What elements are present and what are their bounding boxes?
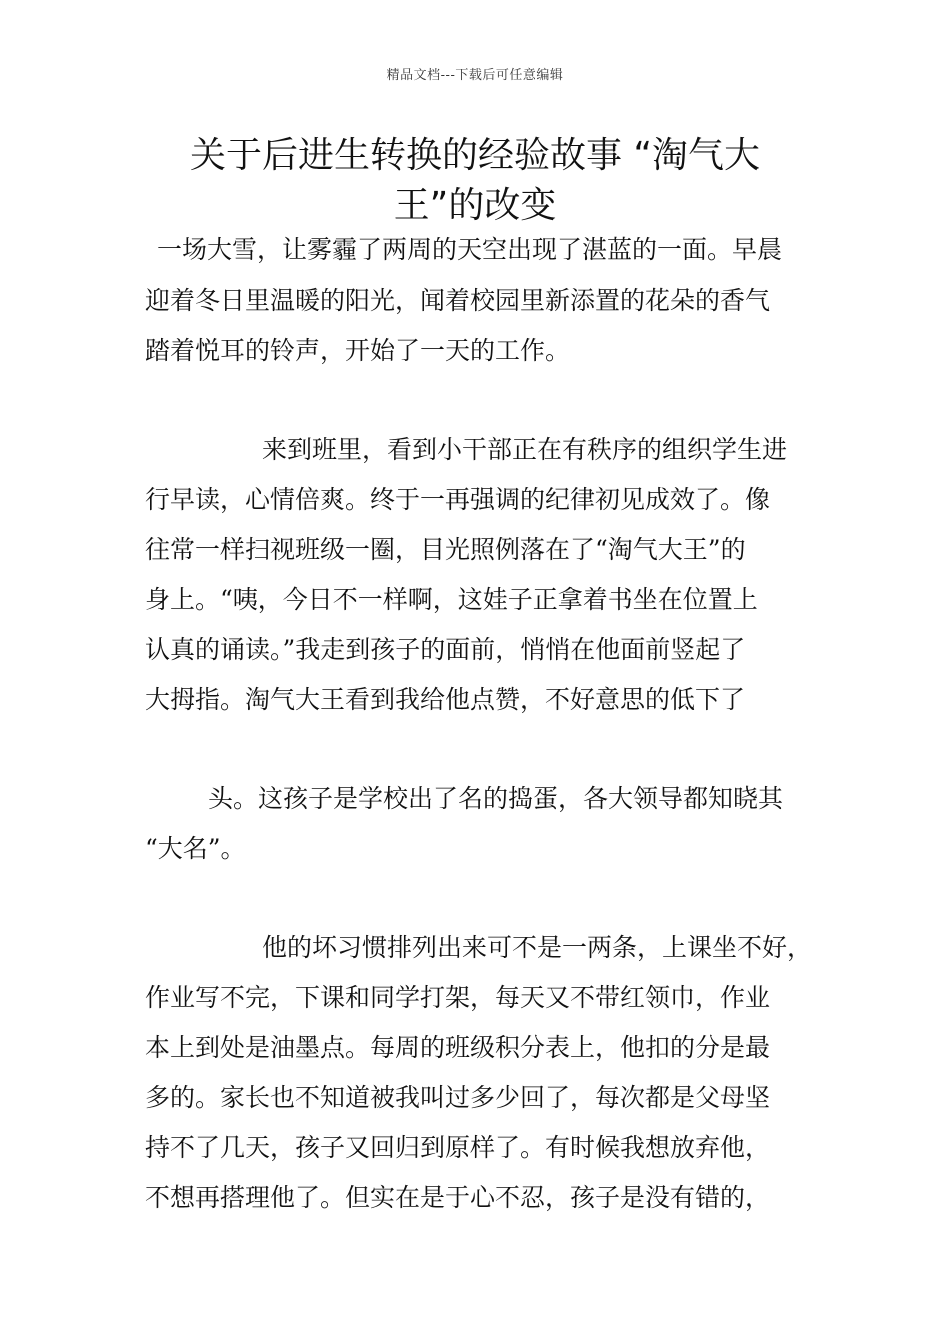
paragraph-line: 多的。家长也不知道被我叫过多少回了，每次都是父母坚 [145, 1083, 771, 1112]
document-title-line-2: 王”的改变 [393, 185, 557, 226]
paragraph-line: 他的坏习惯排列出来可不是一两条，上课坐不好， [262, 933, 813, 962]
page-header: 精品文档---下载后可任意编辑 [386, 68, 564, 83]
paragraph-line: 头。这孩子是学校出了名的捣蛋，各大领导都知晓其 [208, 784, 784, 813]
paragraph-line: 来到班里，看到小干部正在有秩序的组织学生进 [262, 435, 788, 464]
paragraph-line: 行早读，心情倍爽。终于一再强调的纪律初见成效了。像 [145, 485, 771, 514]
paragraph-line: 作业写不完，下课和同学打架，每天又不带红领巾，作业 [145, 983, 771, 1012]
paragraph-line: 往常一样扫视班级一圈，目光照例落在了“淘气大王”的 [145, 535, 746, 564]
paragraph-line: 大拇指。淘气大王看到我给他点赞，不好意思的低下了 [145, 685, 746, 714]
paragraph-line: 认真的诵读。”我走到孩子的面前，悄悄在他面前竖起了 [145, 635, 746, 664]
paragraph-line: 迎着冬日里温暖的阳光，闻着校园里新添置的花朵的香气 [145, 286, 771, 315]
paragraph-line: “大名”。 [145, 834, 246, 863]
document-title-line-1: 关于后进生转换的经验故事 “淘气大 [189, 135, 761, 176]
paragraph-line: 不想再搭理他了。但实在是于心不忍，孩子是没有错的， [145, 1183, 771, 1212]
paragraph-line: 一场大雪，让雾霾了两周的天空出现了湛蓝的一面。早晨 [157, 235, 783, 264]
paragraph-line: 持不了几天，孩子又回归到原样了。有时候我想放弃他， [145, 1133, 771, 1162]
paragraph-line: 本上到处是油墨点。每周的班级积分表上，他扣的分是最 [145, 1033, 771, 1062]
paragraph-line: 踏着悦耳的铃声，开始了一天的工作。 [145, 336, 571, 365]
paragraph-line: 身上。“咦，今日不一样啊，这娃子正拿着书坐在位置上 [145, 585, 758, 614]
